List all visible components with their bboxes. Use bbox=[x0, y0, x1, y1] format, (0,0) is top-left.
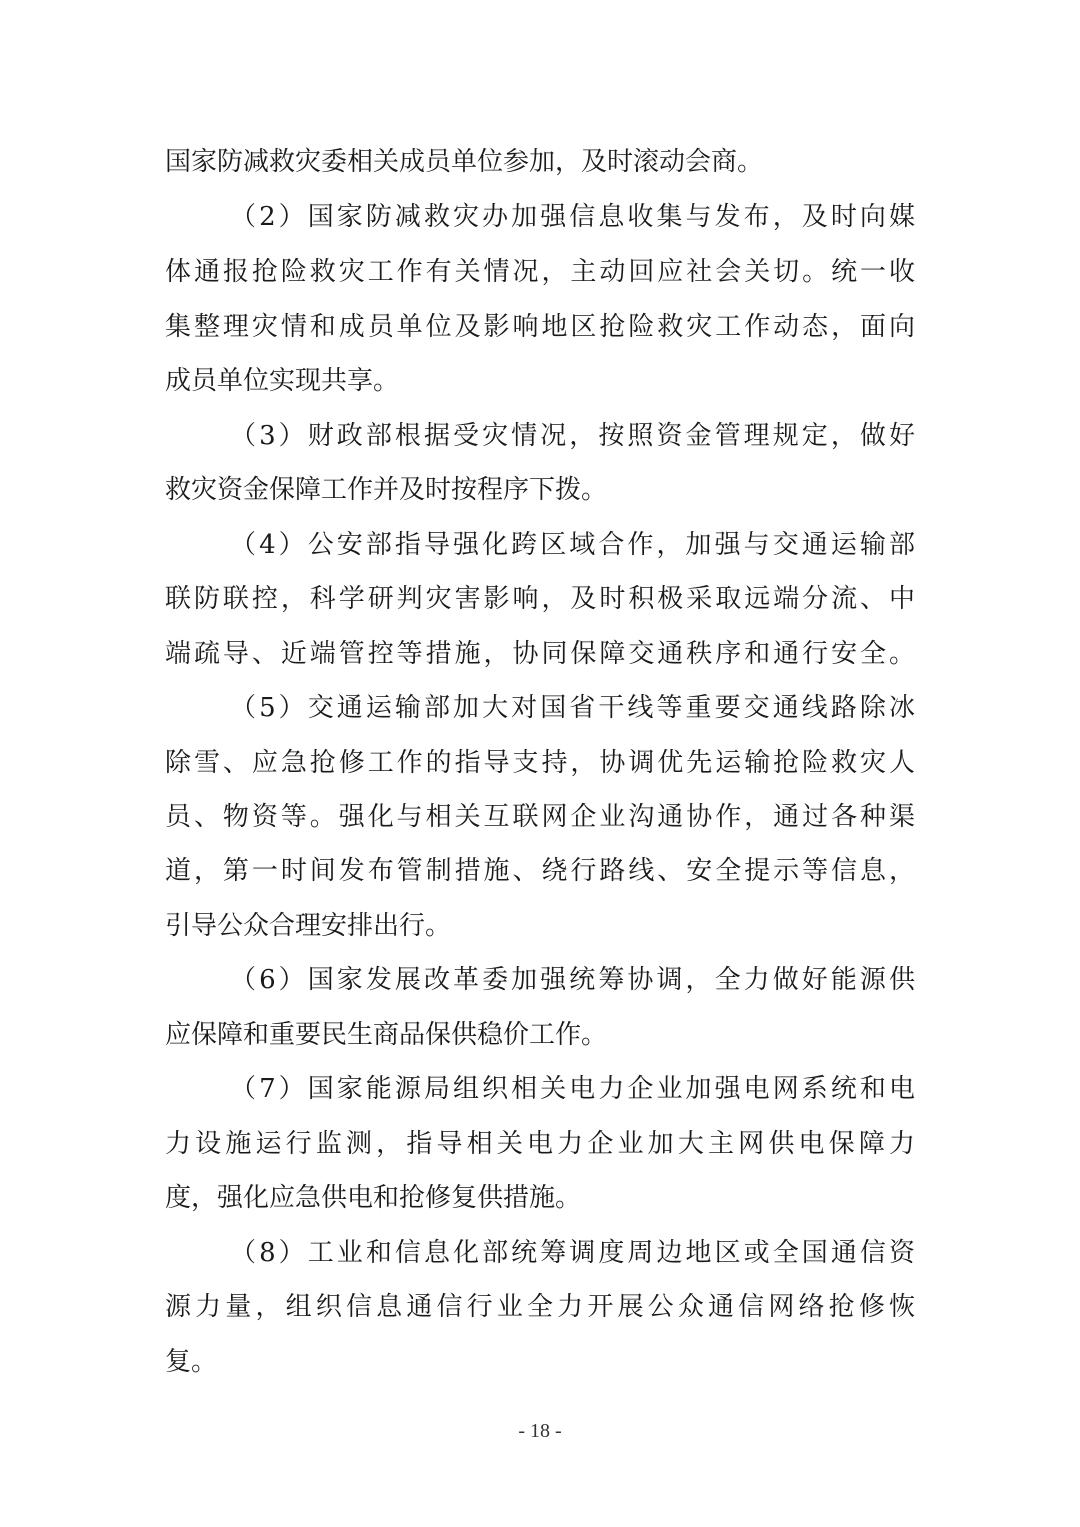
text-line: 复。 bbox=[165, 1347, 218, 1377]
text-line: 国家防减救灾委相关成员单位参加，及时滚动会商。 bbox=[165, 147, 764, 177]
text-line: 力设施运行监测，指导相关电力企业加大主网供电保障力 bbox=[165, 1129, 915, 1159]
page-number: - 18 - bbox=[518, 1420, 562, 1442]
text-line: 体通报抢险救灾工作有关情况，主动回应社会关切。统一收 bbox=[165, 257, 915, 287]
paragraph-4-line: （4）公安部指导强化跨区域合作，加强与交通运输部 bbox=[230, 530, 915, 560]
paragraph-7-line: （7）国家能源局组织相关电力企业加强电网系统和电 bbox=[230, 1074, 915, 1104]
text-line: 端疏导、近端管控等措施，协同保障交通秩序和通行安全。 bbox=[165, 639, 915, 669]
text-line: 救灾资金保障工作并及时按程序下拨。 bbox=[165, 475, 608, 505]
text-line: 源力量，组织信息通信行业全力开展公众通信网络抢修恢 bbox=[165, 1292, 915, 1322]
text-line: 应保障和重要民生商品保供稳价工作。 bbox=[165, 1020, 608, 1050]
text-line: 度，强化应急供电和抢修复供措施。 bbox=[165, 1183, 582, 1213]
paragraph-2-line: （2）国家防减救灾办加强信息收集与发布，及时向媒 bbox=[230, 202, 915, 232]
paragraph-6-line: （6）国家发展改革委加强统筹协调，全力做好能源供 bbox=[230, 965, 915, 995]
paragraph-5-line: （5）交通运输部加大对国省干线等重要交通线路除冰 bbox=[230, 693, 915, 723]
text-line: 成员单位实现共享。 bbox=[165, 366, 400, 396]
text-line: 引导公众合理安排出行。 bbox=[165, 911, 452, 941]
text-line: 道，第一时间发布管制措施、绕行路线、安全提示等信息， bbox=[165, 856, 915, 886]
paragraph-3-line: （3）财政部根据受灾情况，按照资金管理规定，做好 bbox=[230, 421, 915, 451]
text-line: 除雪、应急抢修工作的指导支持，协调优先运输抢险救灾人 bbox=[165, 748, 915, 778]
paragraph-8-line: （8）工业和信息化部统筹调度周边地区或全国通信资 bbox=[230, 1238, 915, 1268]
text-line: 员、物资等。强化与相关互联网企业沟通协作，通过各种渠 bbox=[165, 802, 915, 832]
text-line: 集整理灾情和成员单位及影响地区抢险救灾工作动态，面向 bbox=[165, 312, 915, 342]
text-line: 联防联控，科学研判灾害影响，及时积极采取远端分流、中 bbox=[165, 584, 915, 614]
